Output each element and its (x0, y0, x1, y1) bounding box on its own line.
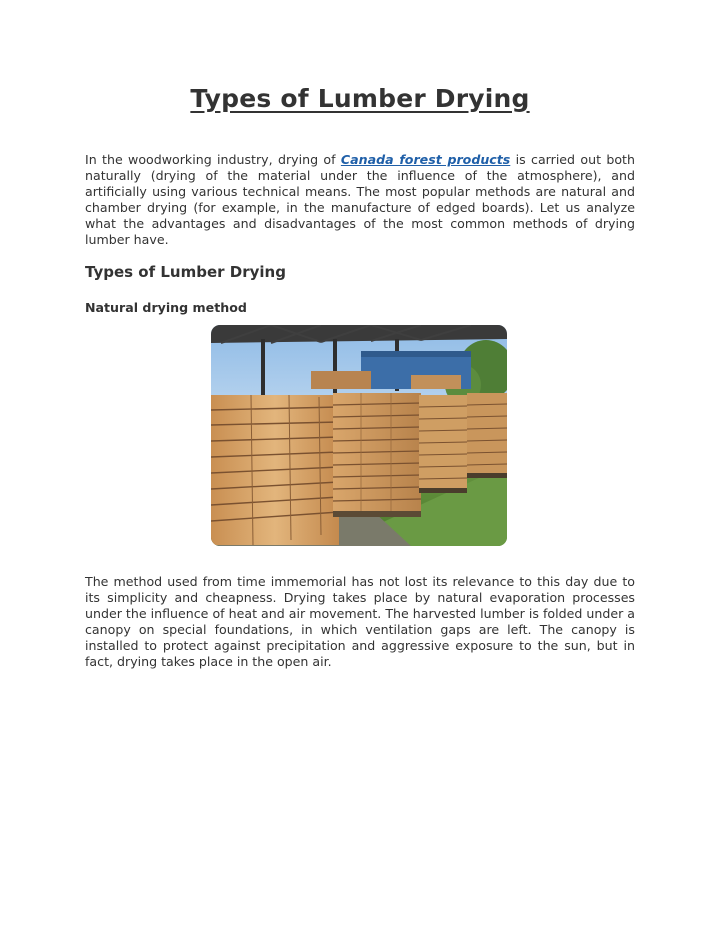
subheading-natural-drying: Natural drying method (85, 300, 247, 315)
intro-paragraph (85, 152, 635, 248)
canada-forest-products-link[interactable]: Canada forest products (340, 152, 511, 167)
intro-text-after-link: is carried out both naturally (drying of the material under the influence of the atmosphere), and artificially using various technical means. The most popular methods are natural and chamber drying (for example, in the manufacture of edged boards). Let us analyze what the advantages and disadvantages of the most common methods of drying lumber have. (85, 152, 635, 247)
lumber-stacks-photo (211, 325, 507, 546)
page-title: Types of Lumber Drying (190, 84, 530, 113)
intro-text-before-link: In the woodworking industry, drying of (85, 152, 341, 167)
natural-method-paragraph: The method used from time immemorial has not lost its relevance to this day due to its simplicity and cheapness. Drying takes place by natural evaporation processes under the influence of heat and air movement. The harvested lumber is folded under a canopy on special foundations, in which ventilation gaps are left. The canopy is installed to protect against precipitation and aggressive exposure to the sun, but in fact, drying takes place in the open air. (85, 574, 635, 669)
section-heading: Types of Lumber Drying (85, 263, 286, 281)
